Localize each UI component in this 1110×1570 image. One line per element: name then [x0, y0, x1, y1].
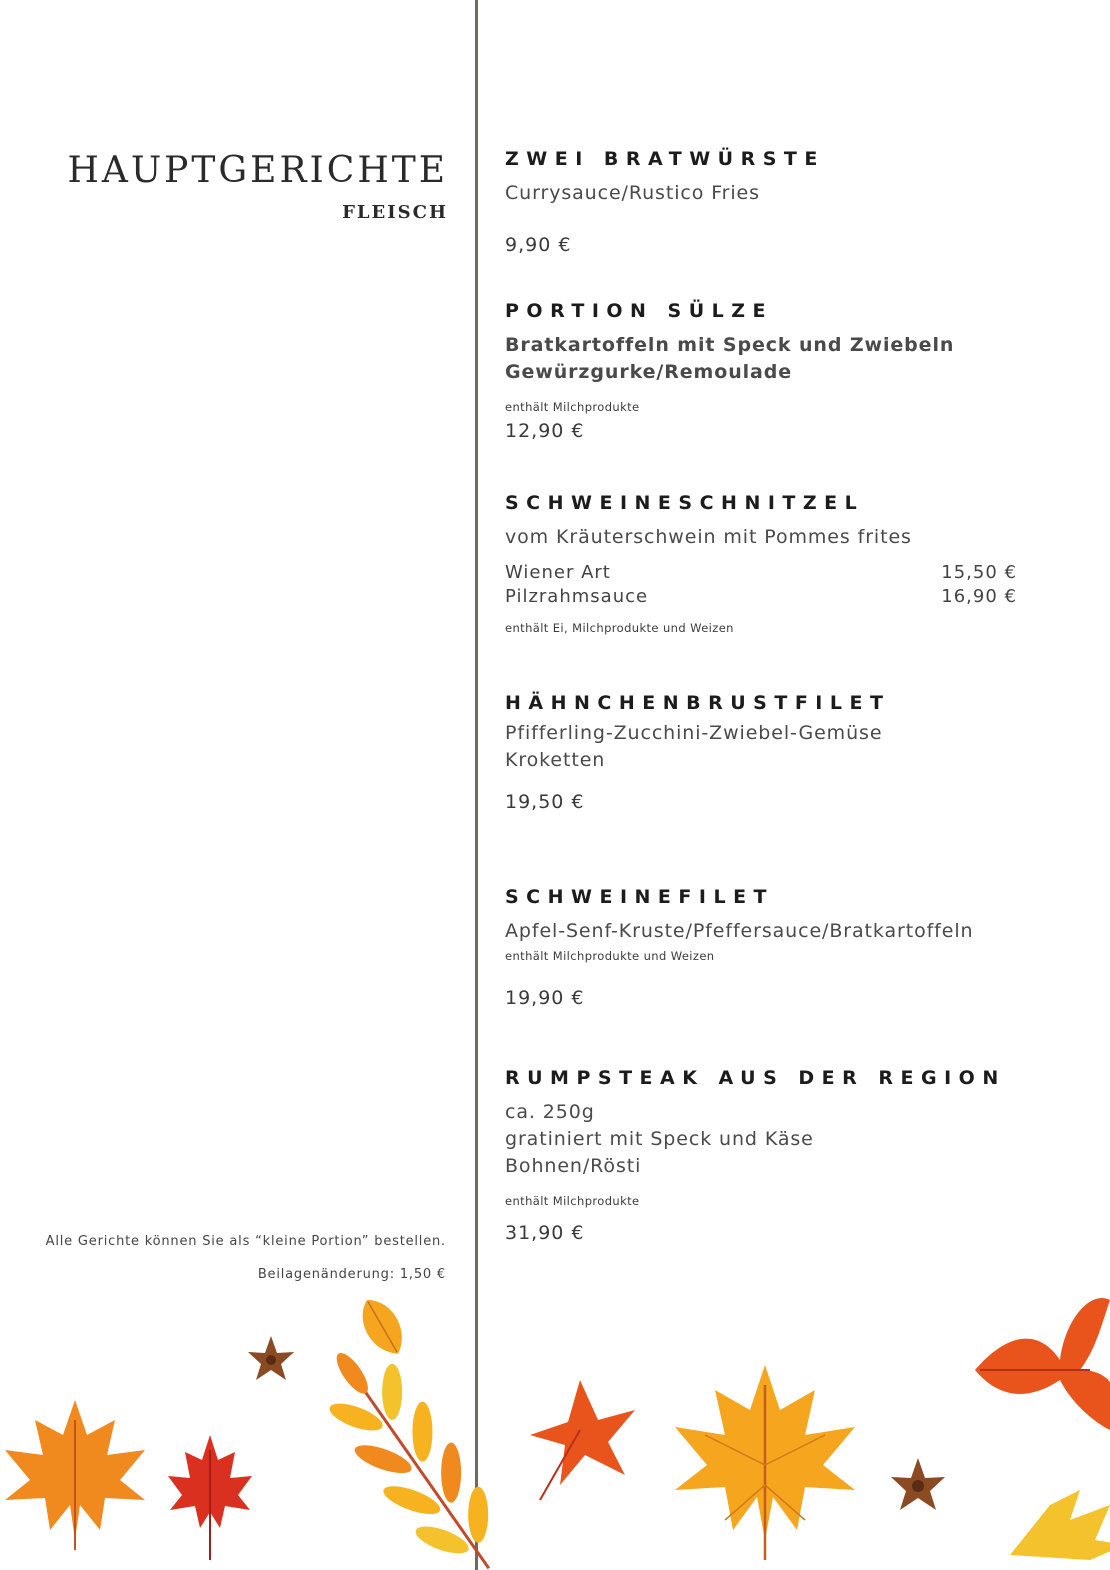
- dish-name: PORTION SÜLZE: [505, 300, 774, 322]
- maple-leaf-icon: [5, 1400, 145, 1550]
- section-subtitle: FLEISCH: [342, 202, 448, 223]
- dish-description: vom Kräuterschwein mit Pommes frites: [505, 526, 912, 548]
- dish-description-line: Gewürzgurke/Remoulade: [505, 361, 793, 383]
- dish-description-line: ca. 250g: [505, 1101, 595, 1123]
- menu-item: [505, 300, 1045, 442]
- dish-description: [505, 720, 1045, 774]
- section-title: HAUPTGERICHTE: [67, 150, 448, 191]
- star-anise-icon: [248, 1336, 294, 1380]
- variant-label: Wiener Art: [505, 562, 611, 583]
- variant-label: Pilzrahmsauce: [505, 586, 649, 607]
- small-portion-note: Alle Gerichte können Sie als “kleine Portion” bestellen.: [45, 1234, 446, 1249]
- allergen-note: enthält Ei, Milchprodukte und Weizen: [505, 621, 734, 635]
- autumn-leaves-decoration: [0, 1290, 1110, 1570]
- allergen-note: enthält Milchprodukte: [505, 400, 640, 414]
- menu-item: [505, 1067, 1045, 1244]
- maple-leaf-icon: [975, 1298, 1110, 1430]
- dish-description: [505, 332, 1045, 386]
- menu-item: [505, 148, 1045, 256]
- dish-name: ZWEI BRATWÜRSTE: [505, 148, 825, 170]
- menu-item: [505, 692, 1045, 813]
- dish-price: 12,90 €: [505, 420, 585, 442]
- dish-price: 19,50 €: [505, 791, 585, 813]
- dish-price: 19,90 €: [505, 987, 585, 1009]
- variant-list: [505, 561, 1045, 609]
- dish-description: [505, 1099, 1045, 1180]
- variant-row: [505, 561, 1017, 585]
- variant-price: 15,50 €: [941, 562, 1017, 583]
- dish-name: HÄHNCHENBRUSTFILET: [505, 692, 891, 714]
- dish-description-line: Pfifferling-Zucchini-Zwiebel-Gemüse: [505, 722, 883, 744]
- dish-description-line: Bratkartoffeln mit Speck und Zwiebeln: [505, 334, 955, 356]
- dish-name: RUMPSTEAK AUS DER REGION: [505, 1067, 1006, 1089]
- variant-row: [505, 585, 1017, 609]
- dish-price: 31,90 €: [505, 1222, 585, 1244]
- menu-item: [505, 492, 1045, 635]
- allergen-note: enthält Milchprodukte und Weizen: [505, 949, 715, 963]
- dish-description: Currysauce/Rustico Fries: [505, 182, 760, 204]
- maple-leaf-icon: [1010, 1490, 1110, 1560]
- maple-leaf-icon: [675, 1365, 855, 1560]
- birch-leaf-icon: [353, 1292, 413, 1362]
- dish-description-line: gratiniert mit Speck und Käse: [505, 1128, 814, 1150]
- maple-leaf-icon: [168, 1435, 252, 1560]
- maple-leaf-icon: [530, 1380, 635, 1500]
- variant-price: 16,90 €: [941, 586, 1017, 607]
- allergen-note: enthält Milchprodukte: [505, 1194, 640, 1208]
- star-anise-icon: [891, 1458, 945, 1510]
- dish-name: SCHWEINEFILET: [505, 886, 775, 908]
- dish-name: SCHWEINESCHNITZEL: [505, 492, 865, 514]
- dish-description-line: Bohnen/Rösti: [505, 1155, 642, 1177]
- menu-item: [505, 886, 1045, 1009]
- rowan-leaf-icon: [298, 1325, 529, 1570]
- dish-description-line: Kroketten: [505, 749, 606, 771]
- dish-price: 9,90 €: [505, 234, 572, 256]
- dish-description: Apfel-Senf-Kruste/Pfeffersauce/Bratkartoffeln: [505, 920, 974, 942]
- side-change-note: Beilagenänderung: 1,50 €: [257, 1267, 446, 1282]
